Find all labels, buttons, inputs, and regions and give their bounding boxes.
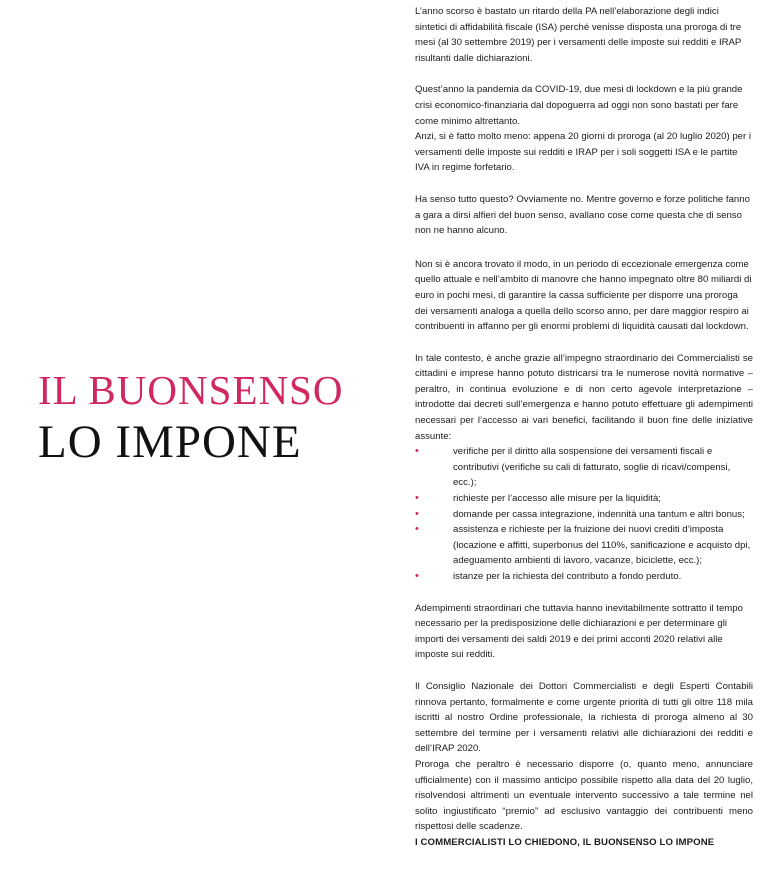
list-item: • domande per cassa integrazione, indennità una tantum e altri bonus; bbox=[415, 507, 753, 523]
list-item: • verifiche per il diritto alla sospensione dei versamenti fiscali e contributivi (verifiche su cali di fatturato, soglie di ricavi/compensi, ecc.); bbox=[415, 445, 731, 489]
list-item: • richieste per l’accesso alle misure per la liquidità; bbox=[415, 491, 753, 507]
bullet-icon: • bbox=[415, 523, 419, 536]
paragraph-3: Anzi, si è fatto molto meno: appena 20 giorni di proroga (al 20 luglio 2020) per i versamenti delle imposte sui redditi e IRAP per i soli soggetti ISA e le partite IVA in regime forfetario. bbox=[415, 131, 751, 174]
article-body bbox=[415, 4, 753, 851]
list-item: • istanze per la richiesta del contributo a fondo perduto. bbox=[415, 569, 753, 585]
paragraph-6: In tale contesto, è anche grazie all’impegno straordinario dei Commercialisti se cittadini e imprese hanno potuto districarsi tra le numerose novità normative – peraltro, in continua evoluzione e di non certo agevole interpretazione – introdotte dai decreti sull’emergenza e hanno potuto effettuare gli adempimenti necessari per l’accesso ai vari benefici, facilitando il buon fine delle iniziative assunte: bbox=[415, 352, 753, 442]
benefits-list bbox=[415, 444, 753, 584]
headline-line-2: LO IMPONE bbox=[38, 416, 302, 468]
closing-statement: I COMMERCIALISTI LO CHIEDONO, IL BUONSENSO LO IMPONE bbox=[415, 836, 715, 848]
paragraph-9: Proroga che peraltro è necessario disporre (o, quanto meno, annunciare ufficialmente) con il massimo anticipo possibile rispetto alla data del 20 luglio, risolvendosi altrimenti un eventuale intervento successivo a tale termine nel solito ingiustificato “premio” ad esclusivo vantaggio dei contribuenti meno rispettosi delle scadenze. bbox=[415, 758, 753, 833]
paragraph-5: Non si è ancora trovato il modo, in un periodo di eccezionale emergenza come quello attuale e nell’ambito di manovre che hanno impegnato oltre 80 miliardi di euro in pochi mesi, di garantire la cassa sufficiente per disporre una proroga dei versamenti analoga a quella dello scorso anno, per dare maggior respiro ai contribuenti in affanno per gli enormi problemi di liquidità causati dal lockdown. bbox=[415, 258, 752, 333]
paragraph-2: Quest’anno la pandemia da COVID-19, due mesi di lockdown e la più grande crisi economico-finanziaria dal dopoguerra ad oggi non sono bastati per fare come minimo altrettanto. bbox=[415, 84, 743, 127]
list-item: • assistenza e richieste per la fruizione dei nuovi crediti d’imposta (locazione e affitti, superbonus del 110%, sanificazione e acquisto dpi, adeguamento ambienti di lavoro, vacanze, biciclette, ecc.); bbox=[415, 523, 751, 567]
bullet-icon: • bbox=[415, 492, 419, 505]
bullet-icon: • bbox=[415, 570, 419, 582]
headline-line-1: IL BUONSENSO bbox=[38, 367, 344, 413]
paragraph-1: L’anno scorso è bastato un ritardo della PA nell’elaborazione degli indici sintetici di affidabilità fiscale (ISA) perché venisse disposta una proroga di tre mesi (al 30 settembre 2019) per i versamenti delle imposte sui redditi e IRAP risultanti dalle dichiarazioni. bbox=[415, 6, 742, 64]
paragraph-4: Ha senso tutto questo? Ovviamente no. Mentre governo e forze politiche fanno a gara a dirsi alfieri del buon senso, avallano cose come questa che di senso non ne hanno alcuno. bbox=[415, 193, 750, 237]
bullet-icon: • bbox=[415, 445, 419, 458]
headline bbox=[38, 366, 378, 470]
paragraph-8: Il Consiglio Nazionale dei Dottori Commercialisti e degli Esperti Contabili rinnova pertanto, formalmente e come urgente priorità di tutti gli oltre 118 mila iscritti al nostro Ordine professionale, la richiesta di proroga almeno al 30 settembre del termine per i versamenti relativi alle dichiarazioni dei redditi e dell’IRAP 2020. bbox=[415, 680, 753, 755]
paragraph-7: Adempimenti straordinari che tuttavia hanno inevitabilmente sottratto il tempo necessario per la predisposizione delle dichiarazioni e per determinare gli importi dei versamenti dei saldi 2019 e dei primi acconti 2020 relativi alle imposte sui redditi. bbox=[415, 602, 743, 661]
bullet-icon: • bbox=[415, 507, 419, 520]
